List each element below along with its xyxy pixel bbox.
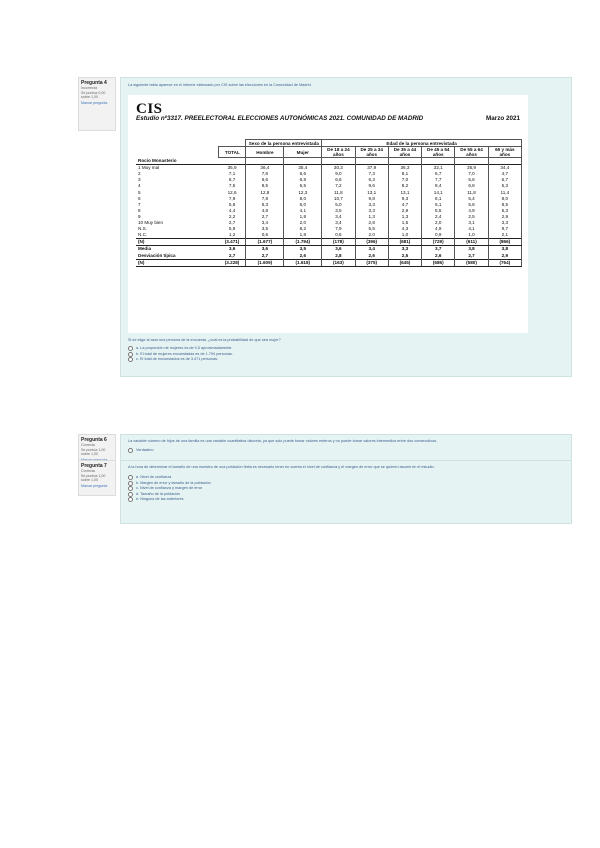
table-cell: (3.228): [219, 259, 246, 266]
table-cell: 3,5: [322, 208, 355, 214]
flag-question-link[interactable]: Marcar pregunta: [81, 100, 108, 105]
table-cell: 3,3: [388, 246, 421, 253]
table-cell: 7,0: [455, 171, 488, 177]
question-number: Pregunta 6: [81, 437, 107, 443]
table-cell: (686): [422, 259, 455, 266]
table-cell: 1,3: [388, 214, 421, 220]
question-prompt: La siguiente tabla aparece en el informe elaborado por CIS sobre las elecciones en la Comunidad de Madrid.: [128, 83, 312, 87]
table-cell: 6,6: [284, 171, 322, 177]
radio-icon[interactable]: [128, 448, 133, 453]
cis-date: Marzo 2021: [486, 115, 520, 122]
question-max: sobre 1,00: [81, 452, 98, 457]
table-cell: 3,4: [322, 214, 355, 220]
table-cell: 8,2: [284, 226, 322, 232]
table-cell: 2,9: [388, 208, 421, 214]
row-label: N.C.: [138, 232, 148, 238]
table-cell: 13,1: [388, 190, 421, 196]
table-row: [136, 165, 522, 172]
table-cell: 2,5: [455, 214, 488, 220]
question-info: [78, 460, 116, 496]
table-row: [136, 246, 522, 253]
section-label: Rocío Monasterio: [138, 157, 177, 163]
table-cell: (729): [422, 239, 455, 246]
table-cell: 5,6: [455, 177, 488, 183]
table-cell: 7,6: [246, 171, 284, 177]
table-cell: 8,5: [246, 183, 284, 189]
table-cell: (396): [355, 239, 388, 246]
table-cell: 7,1: [219, 171, 246, 177]
column-header: 65 y más años: [488, 147, 521, 158]
table-cell: 1,0: [388, 232, 421, 239]
row-label: 9: [138, 213, 141, 219]
table-cell: 2,6: [284, 253, 322, 260]
table-cell: 8,5: [488, 202, 521, 208]
table-cell: 2,7: [455, 253, 488, 260]
table-cell: 5,4: [455, 196, 488, 202]
answer-true[interactable]: Verdadero: [128, 448, 154, 454]
radio-icon[interactable]: [128, 357, 133, 362]
table-cell: 7,3: [355, 171, 388, 177]
row-label: 3: [138, 177, 141, 183]
table-cell: 4,1: [284, 208, 322, 214]
question-score: Se puntúa 1,00: [81, 473, 106, 478]
row-label: 2: [138, 171, 141, 177]
table-cell: 3,6: [246, 246, 284, 253]
table-cell: 6,8: [284, 177, 322, 183]
table-cell: 7,7: [422, 177, 455, 183]
table-cell: 3,8: [455, 246, 488, 253]
table-cell: 36,4: [246, 165, 284, 172]
table-cell: 2,0: [284, 220, 322, 226]
table-cell: 12,3: [284, 190, 322, 196]
option-a[interactable]: a. Nivel de confianza: [128, 475, 211, 481]
table-cell: 2,0: [355, 232, 388, 239]
radio-icon[interactable]: [128, 481, 133, 486]
table-row: [136, 232, 522, 239]
table-cell: 30,3: [322, 165, 355, 172]
table-cell: (1.609): [246, 259, 284, 266]
question-prompt: A la hora de determinar el tamaño de una muestra de una población finita es necesario tener en cuenta el nivel de confianza y el margen de error que se quieren asumir en el estudio.: [128, 465, 435, 469]
question-7: [78, 460, 572, 524]
table-cell: 5,5: [422, 208, 455, 214]
row-label: 4: [138, 183, 141, 189]
question-number: Pregunta 4: [81, 80, 107, 86]
table-cell: 5,3: [488, 183, 521, 189]
sub-prompt: Si se elige al azar una persona de la encuesta, ¿cuál es la probabilidad de que sea mujer?: [128, 338, 281, 342]
table-cell: 10,7: [322, 196, 355, 202]
option-b[interactable]: b. Margen de error y tamaño de la población: [128, 481, 211, 487]
table-cell: 4,9: [455, 208, 488, 214]
table-cell: 35,4: [284, 165, 322, 172]
table-cell: 7,9: [322, 226, 355, 232]
table-row: [136, 239, 522, 246]
question-status: Correcta: [81, 469, 95, 473]
option-e[interactable]: e. Ninguna de las anteriores: [128, 497, 211, 503]
table-cell: 1,3: [355, 214, 388, 220]
table-cell: 8,1: [422, 196, 455, 202]
group-header-sexo: Sexo de la persona entrevistada: [246, 140, 322, 147]
column-header: TOTAL: [219, 147, 246, 158]
table-cell: 2,1: [488, 232, 521, 239]
column-header: De 25 a 34 años: [355, 147, 388, 158]
table-cell: 3,4: [246, 220, 284, 226]
table-cell: 3,8: [488, 246, 521, 253]
table-cell: (178): [322, 239, 355, 246]
table-cell: 4,9: [422, 226, 455, 232]
column-header: De 55 a 64 años: [455, 147, 488, 158]
table-cell: 35,9: [455, 165, 488, 172]
radio-icon[interactable]: [128, 497, 133, 502]
table-cell: 6,8: [455, 183, 488, 189]
table-cell: 4,4: [219, 208, 246, 214]
table-cell: 7,5: [219, 183, 246, 189]
row-label: (N): [136, 239, 219, 246]
table-cell: 8,0: [488, 196, 521, 202]
row-label: (N): [136, 259, 219, 266]
table-cell: 6,0: [284, 202, 322, 208]
table-cell: 1,2: [219, 232, 246, 239]
table-cell: 6,7: [488, 177, 521, 183]
table-cell: 6,6: [322, 177, 355, 183]
table-cell: (163): [322, 259, 355, 266]
question-content: [120, 77, 572, 377]
table-cell: 35,9: [219, 165, 246, 172]
table-cell: 3,3: [355, 208, 388, 214]
table-cell: 6,7: [422, 171, 455, 177]
table-cell: 13,1: [355, 190, 388, 196]
option-b[interactable]: b. El total de mujeres encuestadas es de 1.794 personas.: [128, 352, 233, 358]
table-cell: 4,7: [388, 202, 421, 208]
table-cell: 4,8: [246, 208, 284, 214]
table-cell: 2,6: [355, 253, 388, 260]
table-cell: 2,7: [246, 214, 284, 220]
question-max: sobre 1,00: [81, 478, 98, 483]
table-cell: 8,4: [422, 183, 455, 189]
table-cell: (645): [388, 259, 421, 266]
answer-options: [128, 475, 211, 503]
column-header: Mujer: [284, 147, 322, 158]
answer-options: [128, 346, 233, 363]
table-cell: 8,1: [388, 171, 421, 177]
table-cell: 36,3: [388, 165, 421, 172]
table-cell: 6,5: [284, 183, 322, 189]
table-cell: 5,9: [219, 226, 246, 232]
table-cell: 8,0: [284, 196, 322, 202]
flag-question-link[interactable]: Marcar pregunta: [81, 483, 108, 488]
table-cell: 11,8: [322, 190, 355, 196]
table-cell: 5,6: [219, 202, 246, 208]
table-cell: 1,8: [284, 232, 322, 239]
table-cell: 5,3: [246, 202, 284, 208]
question-prompt: La variable número de hijos de una familia es una variable cuantitativa discreta, ya que solo puede tomar valores enteros y no puede tomar valores intermedios entre dos consecutivos.: [128, 439, 438, 443]
table-cell: 9,8: [355, 196, 388, 202]
question-max: sobre 1,00: [81, 95, 98, 100]
table-cell: 2,9: [488, 214, 521, 220]
option-d[interactable]: d. Tamaño de la población: [128, 492, 211, 498]
table-cell: 1,5: [388, 220, 421, 226]
table-cell: (1.794): [284, 239, 322, 246]
table-cell: 3,3: [355, 202, 388, 208]
row-label: 5: [138, 189, 141, 195]
table-cell: (375): [355, 259, 388, 266]
table-cell: 11,8: [455, 190, 488, 196]
table-row: [136, 259, 522, 266]
table-cell: 5,5: [355, 226, 388, 232]
table-cell: 0,9: [422, 232, 455, 239]
table-cell: 3,5: [284, 246, 322, 253]
cis-data-table: [136, 139, 522, 267]
table-cell: 3,6: [322, 246, 355, 253]
radio-icon[interactable]: [128, 475, 133, 480]
table-cell: (611): [455, 239, 488, 246]
table-cell: 6,7: [219, 177, 246, 183]
table-cell: 7,0: [388, 177, 421, 183]
table-cell: 14,1: [422, 190, 455, 196]
row-label: 8: [138, 207, 141, 213]
table-cell: (1.618): [284, 259, 322, 266]
table-cell: 5,1: [422, 202, 455, 208]
column-header: De 45 a 54 años: [422, 147, 455, 158]
question-content: [120, 460, 572, 524]
table-cell: 1,8: [284, 214, 322, 220]
table-cell: 2,6: [422, 253, 455, 260]
table-cell: 3,1: [455, 220, 488, 226]
table-cell: 5,0: [322, 202, 355, 208]
table-cell: 2,7: [246, 253, 284, 260]
table-cell: 7,9: [219, 196, 246, 202]
row-label: N.S.: [138, 226, 147, 232]
table-cell: (580): [455, 259, 488, 266]
cis-title: Estudio nº3317. PREELECTORAL ELECCIONES AUTONÓMICAS 2021. COMUNIDAD DE MADRID: [136, 115, 424, 122]
group-header-edad: Edad de la persona entrevistada: [322, 140, 522, 147]
option-a[interactable]: a. La proporción de mujeres es de 0,5 aproximadamente.: [128, 346, 233, 352]
table-cell: (764): [488, 259, 521, 266]
table-cell: 6,6: [246, 177, 284, 183]
table-cell: 4,1: [455, 226, 488, 232]
column-header: De 18 a 24 años: [322, 147, 355, 158]
table-cell: 9,6: [355, 183, 388, 189]
table-cell: 3,6: [219, 246, 246, 253]
table-cell: 2,8: [322, 253, 355, 260]
table-cell: (3.471): [219, 239, 246, 246]
radio-icon[interactable]: [128, 492, 133, 497]
radio-icon[interactable]: [128, 346, 133, 351]
table-cell: 3,5: [246, 226, 284, 232]
table-cell: 0,6: [246, 232, 284, 239]
option-c[interactable]: c. Nivel de confianza y margen de error: [128, 486, 211, 492]
table-cell: 4,7: [488, 171, 521, 177]
row-label: Media: [136, 246, 219, 253]
table-cell: 11,4: [488, 190, 521, 196]
table-cell: 9,0: [322, 171, 355, 177]
table-cell: 2,7: [219, 220, 246, 226]
question-status: Incorrecta: [81, 86, 97, 90]
radio-icon[interactable]: [128, 486, 133, 491]
table-cell: (681): [388, 239, 421, 246]
table-cell: 4,3: [388, 226, 421, 232]
table-cell: 2,5: [388, 253, 421, 260]
table-cell: 7,2: [322, 183, 355, 189]
table-cell: 1,0: [455, 232, 488, 239]
table-cell: 32,1: [422, 165, 455, 172]
question-number: Pregunta 7: [81, 463, 107, 469]
table-cell: 6,3: [355, 177, 388, 183]
table-cell: 3,4: [322, 220, 355, 226]
table-cell: 12,6: [219, 190, 246, 196]
row-label: 1 Muy mal: [136, 165, 219, 172]
table-cell: 3,3: [488, 220, 521, 226]
cis-table-image: [128, 95, 528, 333]
table-cell: 2,7: [219, 253, 246, 260]
table-cell: (1.677): [246, 239, 284, 246]
table-cell: 7,8: [246, 196, 284, 202]
table-cell: 2,8: [355, 220, 388, 226]
table-cell: 37,9: [355, 165, 388, 172]
table-cell: (866): [488, 239, 521, 246]
table-cell: 9,7: [488, 226, 521, 232]
radio-icon[interactable]: [128, 352, 133, 357]
question-info: [78, 77, 116, 131]
question-score: Se puntúa 1,00: [81, 447, 106, 452]
question-score: Se puntúa 0,00: [81, 90, 106, 95]
row-label: 6: [138, 195, 141, 201]
table-cell: 3,4: [355, 246, 388, 253]
table-cell: 0,6: [322, 232, 355, 239]
table-cell: 5,8: [455, 202, 488, 208]
option-c[interactable]: c. El total de encuestados es de 3.471 personas.: [128, 357, 233, 363]
table-cell: 2,4: [422, 214, 455, 220]
question-status: Correcta: [81, 443, 95, 447]
table-cell: 34,4: [488, 165, 521, 172]
row-label: 10 Muy bien: [138, 220, 164, 226]
cis-logo: CIS: [136, 101, 163, 117]
table-cell: 2,0: [422, 220, 455, 226]
column-header: Hombre: [246, 147, 284, 158]
table-cell: 9,3: [388, 196, 421, 202]
table-cell: 2,9: [488, 253, 521, 260]
row-label: Desviación típica: [138, 252, 176, 258]
table-cell: 3,7: [422, 246, 455, 253]
table-row: [136, 253, 522, 260]
table-cell: 2,2: [219, 214, 246, 220]
table-cell: 5,3: [488, 208, 521, 214]
column-header: De 35 a 44 años: [388, 147, 421, 158]
table-cell: 12,8: [246, 190, 284, 196]
question-4: [78, 77, 572, 377]
table-cell: 8,2: [388, 183, 421, 189]
row-label: 7: [138, 201, 141, 207]
